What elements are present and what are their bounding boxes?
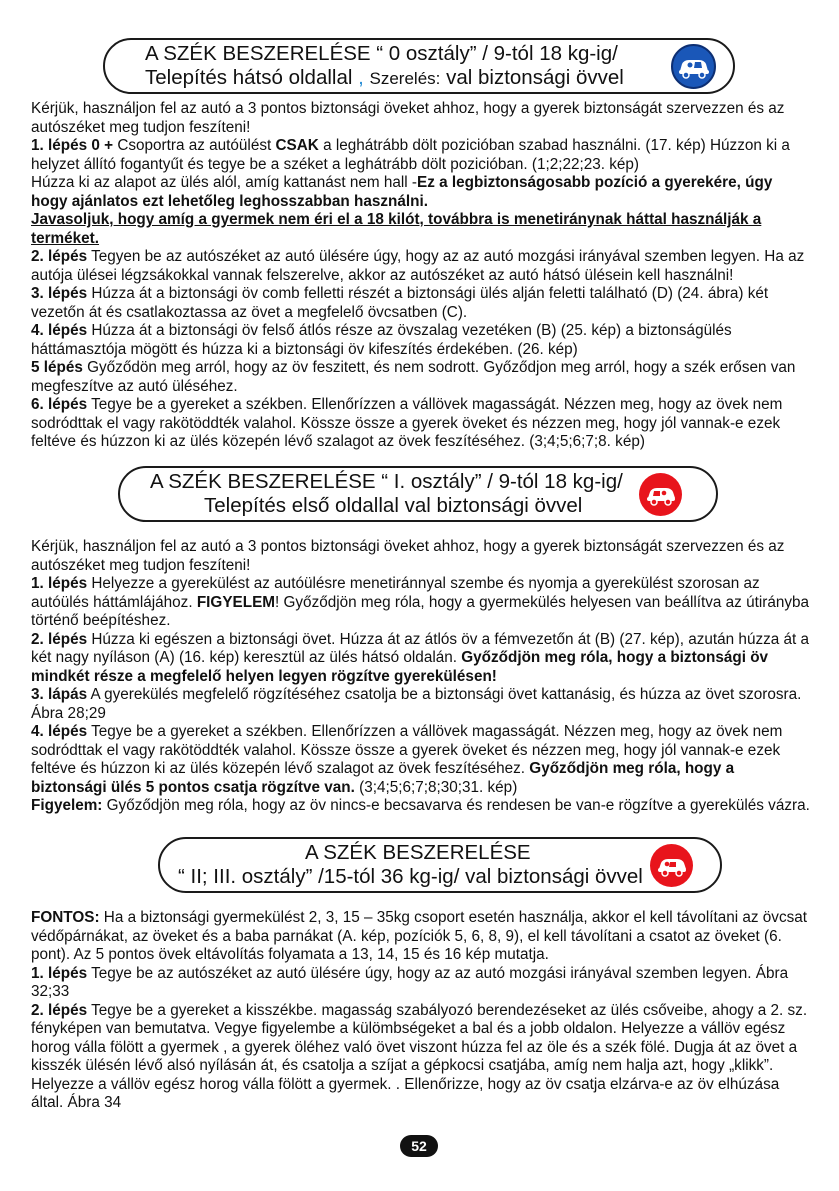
step-1: 1. lépés 0 + Csoportra az autóülést CSAK a leghátrább dölt pozicióban szabad használni. (17. kép) Húzzon ki a helyzet állító fogantyűt és tegye be a széket a leghátrább dölt pozicióban. (1;2;22;23. kép)	[31, 137, 790, 173]
step-2: 2. lépés Húzza ki egészen a biztonsági övet. Húzza át az átlós öv a fémvezetőn át (B) (27. kép), azután húzza át a két nagy nyíláson (A) (16. kép) keresztül az ülés hátsó oldalán. Győződjön meg róla, hogy a biztonsági öv mindkét része a megfelelő helyen legyen rögzítve gyerekülésen!	[31, 630, 810, 685]
booster-seat-car-icon	[650, 844, 693, 887]
section-header-class-0	[103, 38, 735, 94]
header-subtitle: Telepítés első oldallal val biztonsági övvel	[204, 494, 583, 517]
header-title: A SZÉK BESZERELÉSE “ I. osztály” / 9-tól 18 kg-ig/	[150, 470, 623, 493]
step-4: 4. lépés Húzza át a biztonsági öv felső átlós része az övszalag vezetéken (B) (25. kép) a biztonságülés háttámasztója mögött és húzza ki a biztonsági öv kifeszítés érdekében. (26. kép)	[31, 322, 732, 358]
header-subtitle: “ II; III. osztály” /15-tól 36 kg-ig/ val biztonsági övvel	[178, 865, 643, 888]
header-title: A SZÉK BESZERELÉSE	[305, 841, 531, 864]
section-2-body	[31, 909, 811, 1113]
recommendation-text: Javasoljuk, hogy amíg a gyermek nem éri el a 18 kilót, továbbra is menetiránynak háttal használják a terméket.	[31, 211, 762, 247]
section-0-body	[31, 100, 811, 452]
step-6: 6. lépés Tegye be a gyereket a székben. Ellenőrízzen a vállövek magasságát. Nézzen meg, hogy az övek nem sodródttak el vagy rakötöddték valahol. Kössze össze a gyerek öveket és nézzen meg, hogy jól vannak-e ezek feltéve és húzzon ki az ülés közepén lévő szalagot az övek feszítéséhez. (3;4;5;6;7;8. kép)	[31, 396, 783, 450]
warning-note: Figyelem: Győződjön meg róla, hogy az öv nincs-e becsavarva és rendesen be van-e rögzítve a gyerekülés vázra.	[31, 797, 810, 814]
step-2: 2. lépés Tegye be a gyereket a kisszékbe. magasság szabályozó berendezéseket az ülés csőveibe, ahogy a 2. sz. fényképen van bemutatva. Vegye figyelembe a külömbségeket a bal és a jobb oldalon. Helyezze a vállöv egész horog válla fölött a gyermek , a gyerek öléhez való övet viszont húzza fel az öle és a szék fölé. Dugja át az övet a kisszék ülésén lévő alsó nyílásán át, és csatolja a szíjat a gépkocsi csatjába, amíg nem halja azt, hogy „klikk”. Helyezze a vállöv egész horog válla fölött a gyermek. . Ellenőrizze, hogy az öv csatja elzárva-e az öv elhúzása által. Ábra 34	[31, 1001, 808, 1111]
rear-facing-car-icon	[671, 44, 716, 89]
step-2: 2. lépés Tegyen be az autószéket az autó ülésére úgy, hogy az az autó mozgási irányával szemben legyen. Ha az autója ülései légzsákokkal vannak felszerelve, akkor az autószéket az autó hátsó ülésein kell használni!	[31, 248, 805, 284]
section-1-body	[31, 538, 811, 816]
step-1-continued: Húzza ki az alapot az ülés alól, amíg kattanást nem hall -Ez a legbiztonságosabb pozíció a gyerekére, úgy hogy ajánlatos ezt lehetőleg leghosszabban használni.	[31, 174, 773, 210]
header-subtitle: Telepítés hátsó oldallal , Szerelés: val biztonsági övvel	[145, 66, 624, 89]
section-header-class-1	[118, 466, 718, 522]
step-5: 5 lépés Győződön meg arról, hogy az öv feszitett, és nem sodrott. Győződjon meg arról, hogy a szék erősen van megfeszítve az autó üléséhez.	[31, 359, 796, 395]
step-1: 1. lépés Tegye be az autószéket az autó ülésére úgy, hogy az az autó mozgási irányával szemben legyen. Ábra 32;33	[31, 964, 789, 1000]
intro-paragraph: Kérjük, használjon fel az autó a 3 pontos biztonsági öveket ahhoz, hogy a gyerek biztonságát szervezzen és az autószéket meg tudjon feszíteni!	[31, 100, 785, 136]
step-3: 3. lápás A gyerekülés megfelelő rögzítéséhez csatolja be a biztonsági övet kattanásig, és húzza az övet szorosra. Ábra 28;29	[31, 686, 802, 722]
step-3: 3. lépés Húzza át a biztonsági öv comb felletti részét a biztonsági ülés alján feletti található (D) (24. ábra) két vezetőn át és csatlakoztassa az övet a megfelelő övcsatben (C).	[31, 285, 769, 321]
section-header-class-2-3	[158, 837, 722, 893]
page-number: 52	[400, 1135, 438, 1157]
step-1: 1. lépés Helyezze a gyerekülést az autóülésre menetiránnyal szembe és nyomja a gyerekülést szorosan az autóülés háttámlájához. FIGYELEM! Győződjön meg róla, hogy a gyermekülés helyesen van beállítva az útirányba történő beépítéshez.	[31, 575, 810, 629]
important-paragraph: FONTOS: Ha a biztonsági gyermekülést 2, 3, 15 – 35kg csoport esetén használja, akkor el kell távolítani az övcsat védőpárnákat, az öveket és a baba parnákat (A. kép, pozíciók 5, 6, 8, 9), el kell távolítani a csatot az öveket (6. pont). Az 5 pontos övek eltávolítás folyamata a 13, 14, 15 és 16 kép mutatja.	[31, 909, 808, 963]
forward-facing-car-icon	[639, 473, 682, 516]
step-4: 4. lépés Tegye be a gyereket a székben. Ellenőrízzen a vállövek magasságát. Nézzen meg, hogy az övek nem sodródttak el vagy rakötöddték valahol. Kössze össze a gyerek öveket és nézzen meg, hogy jól vannak-e ezek feltéve és húzzon ki az ülés közepén lévő szalagot az övek feszítéséhez. Győződjön meg róla, hogy a biztonsági ülés 5 pontos csatja rögzítve van. (3;4;5;6;7;8;30;31. kép)	[31, 723, 783, 796]
header-title: A SZÉK BESZERELÉSE “ 0 osztály” / 9-tól 18 kg-ig/	[145, 42, 618, 65]
intro-paragraph: Kérjük, használjon fel az autó a 3 pontos biztonsági öveket ahhoz, hogy a gyerek biztonságát szervezzen és az autószéket meg tudjon feszíteni!	[31, 538, 785, 574]
